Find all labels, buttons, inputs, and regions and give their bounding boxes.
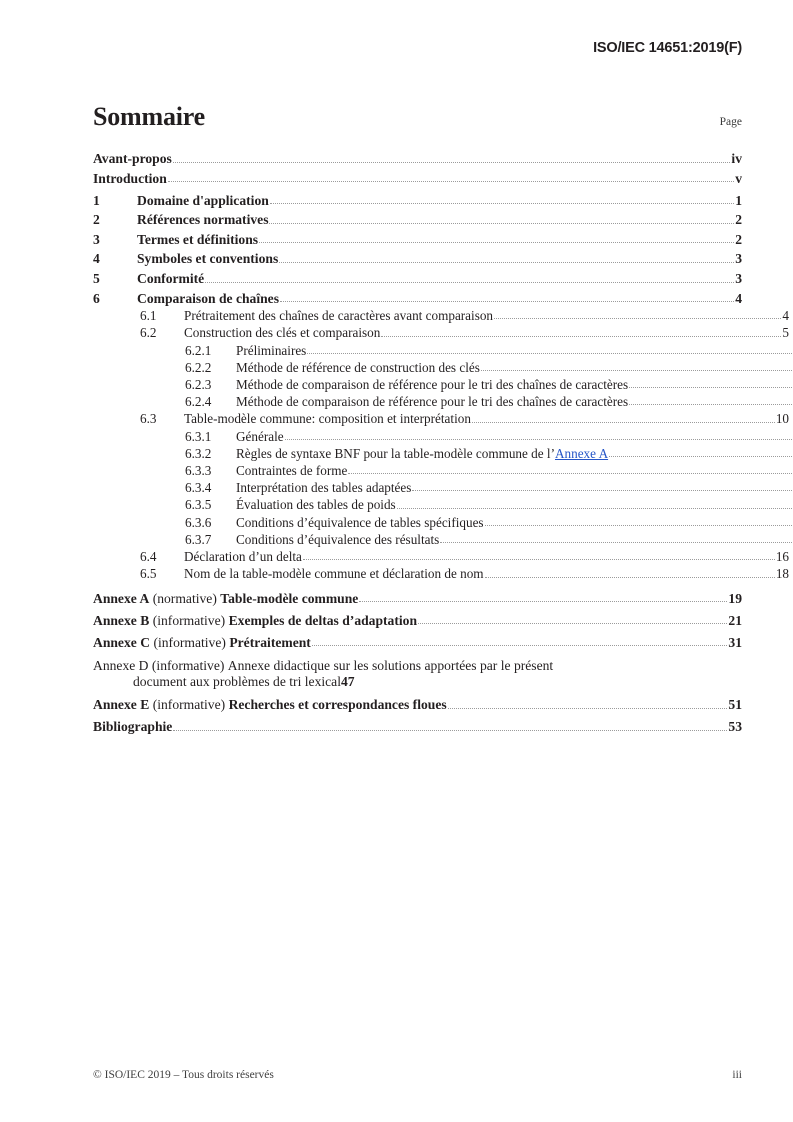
annex-id: Annexe C xyxy=(93,634,151,650)
toc-entry-page: iv xyxy=(731,151,742,166)
toc-entry-subclause-6-2[interactable] xyxy=(93,326,789,339)
toc-entry-page: 10 xyxy=(775,411,789,427)
toc-entry-number: 6.3.7 xyxy=(185,531,212,547)
page-title: Sommaire xyxy=(93,102,206,131)
toc-leader-dots xyxy=(259,233,734,247)
annex-kind: (informative) xyxy=(153,634,226,650)
toc-leader-dots xyxy=(269,213,734,227)
annex-title: Table-modèle commune xyxy=(220,590,359,606)
toc-entry-label xyxy=(93,614,417,628)
toc-leader-dots xyxy=(629,378,793,391)
toc-leader-dots xyxy=(312,636,728,650)
toc-entry-subclause-6-1[interactable] xyxy=(93,309,789,322)
toc-entry-number: 6.3 xyxy=(140,411,157,427)
toc-entry-subclause-6-2-3[interactable] xyxy=(93,378,793,391)
toc-entry-label: Contraintes de forme xyxy=(236,463,348,479)
toc-entry-clause-1[interactable] xyxy=(93,194,742,208)
toc-entry-number: 6.4 xyxy=(140,549,157,565)
toc-leader-dots xyxy=(168,172,734,186)
annex-kind: (informative) xyxy=(152,612,226,628)
toc-entry-label xyxy=(236,447,608,460)
toc-leader-dots xyxy=(205,272,734,286)
toc-entry-label: Préliminaires xyxy=(236,342,307,358)
toc-entry-label: Nom de la table-modèle commune et déclaration de nom xyxy=(184,566,484,582)
toc-entry-page: 4 xyxy=(735,290,742,306)
toc-entry-number: 6.3.2 xyxy=(185,445,212,461)
annex-title: Annexe didactique sur les solutions apportées par le présent xyxy=(227,657,554,673)
toc-entry-subclause-6-3-5[interactable] xyxy=(93,498,793,511)
toc-entry-label: Méthode de référence de construction des clés xyxy=(236,359,480,375)
table-of-contents xyxy=(93,151,789,742)
toc-entry-subclause-6-3-2[interactable] xyxy=(93,447,793,460)
toc-entry-annexe-b[interactable] xyxy=(93,614,742,628)
toc-entry-page: 51 xyxy=(728,697,742,713)
toc-entry-label: Évaluation des tables de poids xyxy=(236,497,396,513)
toc-entry-subclause-6-3-7[interactable] xyxy=(93,533,793,546)
toc-entry-bibliographie[interactable] xyxy=(93,720,742,734)
toc-entry-number: 6.2.2 xyxy=(185,359,212,375)
toc-leader-dots xyxy=(381,326,781,339)
toc-entry-number: 3 xyxy=(93,231,100,247)
page-folio: iii xyxy=(732,1069,742,1081)
annex-title: Exemples de deltas d’adaptation xyxy=(228,612,418,628)
annex-kind: (informative) xyxy=(151,657,225,673)
toc-leader-dots xyxy=(629,395,793,408)
toc-leader-dots xyxy=(494,309,781,322)
toc-leader-dots xyxy=(270,194,734,208)
toc-entry-label: Conformité xyxy=(137,271,205,287)
toc-entry-subclause-6-3-4[interactable] xyxy=(93,481,793,494)
toc-entry-number: 6.3.5 xyxy=(185,497,212,513)
toc-entry-page: 19 xyxy=(728,590,742,606)
toc-leader-dots xyxy=(359,592,727,606)
annexe-a-link[interactable]: Annexe A xyxy=(554,445,609,461)
toc-entry-number: 4 xyxy=(93,251,100,267)
toc-leader-dots xyxy=(609,447,793,460)
toc-entry-number: 1 xyxy=(93,192,100,208)
document-header-id: ISO/IEC 14651:2019(F) xyxy=(593,40,742,56)
toc-entry-label: Références normatives xyxy=(137,212,269,228)
toc-entry-number: 6.3.6 xyxy=(185,514,212,530)
toc-entry-subclause-6-2-1[interactable] xyxy=(93,344,793,357)
toc-entry-label: Construction des clés et comparaison xyxy=(184,325,381,341)
toc-entry-clause-3[interactable] xyxy=(93,233,742,247)
annex-kind: (informative) xyxy=(152,697,226,713)
toc-entry-label: Conditions d’équivalence de tables spécifiques xyxy=(236,514,484,530)
toc-entry-subclause-6-2-4[interactable] xyxy=(93,395,793,408)
copyright-notice: © ISO/IEC 2019 – Tous droits réservés xyxy=(93,1069,274,1081)
toc-entry-number: 6.2.4 xyxy=(185,394,212,410)
toc-entry-page: 2 xyxy=(735,231,742,247)
page-column-label: Page xyxy=(719,116,742,128)
toc-leader-dots xyxy=(485,567,775,580)
toc-leader-dots xyxy=(485,516,793,529)
toc-entry-label xyxy=(93,592,358,606)
toc-leader-dots xyxy=(440,533,793,546)
toc-entry-page: 18 xyxy=(775,566,789,582)
toc-entry-introduction[interactable] xyxy=(93,172,742,186)
toc-entry-page: 5 xyxy=(782,325,789,341)
toc-entry-subclause-6-3[interactable] xyxy=(93,412,789,425)
toc-leader-dots xyxy=(412,481,793,494)
toc-entry-annexe-e[interactable] xyxy=(93,698,742,712)
toc-entry-label xyxy=(93,636,311,650)
toc-leader-dots xyxy=(307,344,793,357)
toc-entry-page: 1 xyxy=(735,192,742,208)
toc-entry-number: 6.2.1 xyxy=(185,342,212,358)
toc-entry-number: 2 xyxy=(93,212,100,228)
toc-entry-annexe-c[interactable] xyxy=(93,636,742,650)
toc-entry-number: 6.3.1 xyxy=(185,428,212,444)
toc-leader-dots xyxy=(173,720,727,734)
toc-entry-subclause-6-4[interactable] xyxy=(93,550,789,563)
toc-entry-number: 6.1 xyxy=(140,308,157,324)
toc-entry-annexe-a[interactable] xyxy=(93,592,742,606)
toc-entry-clause-4[interactable] xyxy=(93,252,742,266)
toc-entry-label-text: Règles de syntaxe BNF pour la table-modèle commune de l’ xyxy=(236,445,555,461)
toc-entry-page: 21 xyxy=(728,612,742,628)
toc-leader-dots xyxy=(418,614,727,628)
toc-leader-dots xyxy=(397,499,793,512)
page-footer xyxy=(93,1069,742,1081)
toc-entry-label: Domaine d'application xyxy=(137,192,269,208)
toc-entry-number: 6.5 xyxy=(140,566,157,582)
toc-entry-page: v xyxy=(735,170,742,186)
toc-entry-label: Comparaison de chaînes xyxy=(137,290,279,306)
annex-id: Annexe A xyxy=(93,590,150,606)
toc-entry-label: Symboles et conventions xyxy=(137,251,279,267)
toc-entry-subclause-6-3-6[interactable] xyxy=(93,516,793,529)
toc-entry-label: Introduction xyxy=(93,170,167,186)
annex-title-continued: document aux problèmes de tri lexical xyxy=(133,673,341,689)
toc-title-row xyxy=(93,104,742,130)
annex-id: Annexe E xyxy=(93,697,150,713)
toc-entry-number: 6.3.4 xyxy=(185,480,212,496)
toc-leader-dots xyxy=(173,152,731,166)
annex-id: Annexe B xyxy=(93,612,150,628)
toc-entry-label: Termes et définitions xyxy=(137,231,259,247)
toc-entry-annexe-d[interactable] xyxy=(93,658,742,690)
toc-entry-subclause-6-3-1[interactable] xyxy=(93,430,793,443)
toc-leader-dots xyxy=(303,550,775,563)
toc-leader-dots xyxy=(448,698,728,712)
toc-entry-page: 4 xyxy=(782,308,789,324)
annex-line-2 xyxy=(93,674,742,690)
annex-line-1 xyxy=(93,658,742,674)
toc-leader-dots xyxy=(481,361,793,374)
toc-entry-clause-2[interactable] xyxy=(93,213,742,227)
toc-entry-page: 2 xyxy=(735,212,742,228)
toc-entry-subclause-6-3-3[interactable] xyxy=(93,464,793,477)
toc-entry-label: Conditions d’équivalence des résultats xyxy=(236,531,440,547)
toc-entry-page: 3 xyxy=(735,251,742,267)
toc-entry-label xyxy=(93,698,447,712)
toc-entry-number: 6.3.3 xyxy=(185,463,212,479)
toc-entry-label: Bibliographie xyxy=(93,719,173,735)
toc-leader-dots xyxy=(348,464,793,477)
toc-leader-dots xyxy=(472,412,775,425)
toc-entry-label: Déclaration d’un delta xyxy=(184,549,302,565)
toc-entry-page: 3 xyxy=(735,271,742,287)
toc-entry-subclause-6-2-2[interactable] xyxy=(93,361,793,374)
toc-entry-subclause-6-5[interactable] xyxy=(93,567,789,580)
toc-entry-number: 6 xyxy=(93,290,100,306)
toc-entry-label: Prétraitement des chaînes de caractères avant comparaison xyxy=(184,308,494,324)
annex-title: Recherches et correspondances floues xyxy=(228,697,447,713)
toc-entry-avant-propos[interactable] xyxy=(93,152,742,166)
toc-entry-label: Générale xyxy=(236,428,284,444)
annex-kind: (normative) xyxy=(152,590,217,606)
toc-entry-label: Table-modèle commune: composition et interprétation xyxy=(184,411,471,427)
toc-entry-number: 6.2.3 xyxy=(185,377,212,393)
annex-id: Annexe D xyxy=(93,657,149,673)
toc-entry-number: 5 xyxy=(93,271,100,287)
toc-entry-page: 16 xyxy=(775,549,789,565)
toc-entry-page: 47 xyxy=(341,673,355,689)
toc-entry-page: 31 xyxy=(728,634,742,650)
toc-entry-clause-5[interactable] xyxy=(93,272,742,286)
toc-entry-label: Interprétation des tables adaptées xyxy=(236,480,412,496)
toc-entry-number: 6.2 xyxy=(140,325,157,341)
toc-entry-clause-6[interactable] xyxy=(93,292,742,306)
annex-title: Prétraitement xyxy=(229,634,311,650)
toc-entry-label: Méthode de comparaison de référence pour le tri des chaînes de caractères xyxy=(236,394,629,410)
toc-leader-dots xyxy=(285,430,793,443)
toc-entry-label: Avant-propos xyxy=(93,151,172,166)
toc-entry-page: 53 xyxy=(728,719,742,735)
toc-entry-label: Méthode de comparaison de référence pour le tri des chaînes de caractères xyxy=(236,377,629,393)
toc-leader-dots xyxy=(280,292,734,306)
toc-leader-dots xyxy=(279,252,734,266)
